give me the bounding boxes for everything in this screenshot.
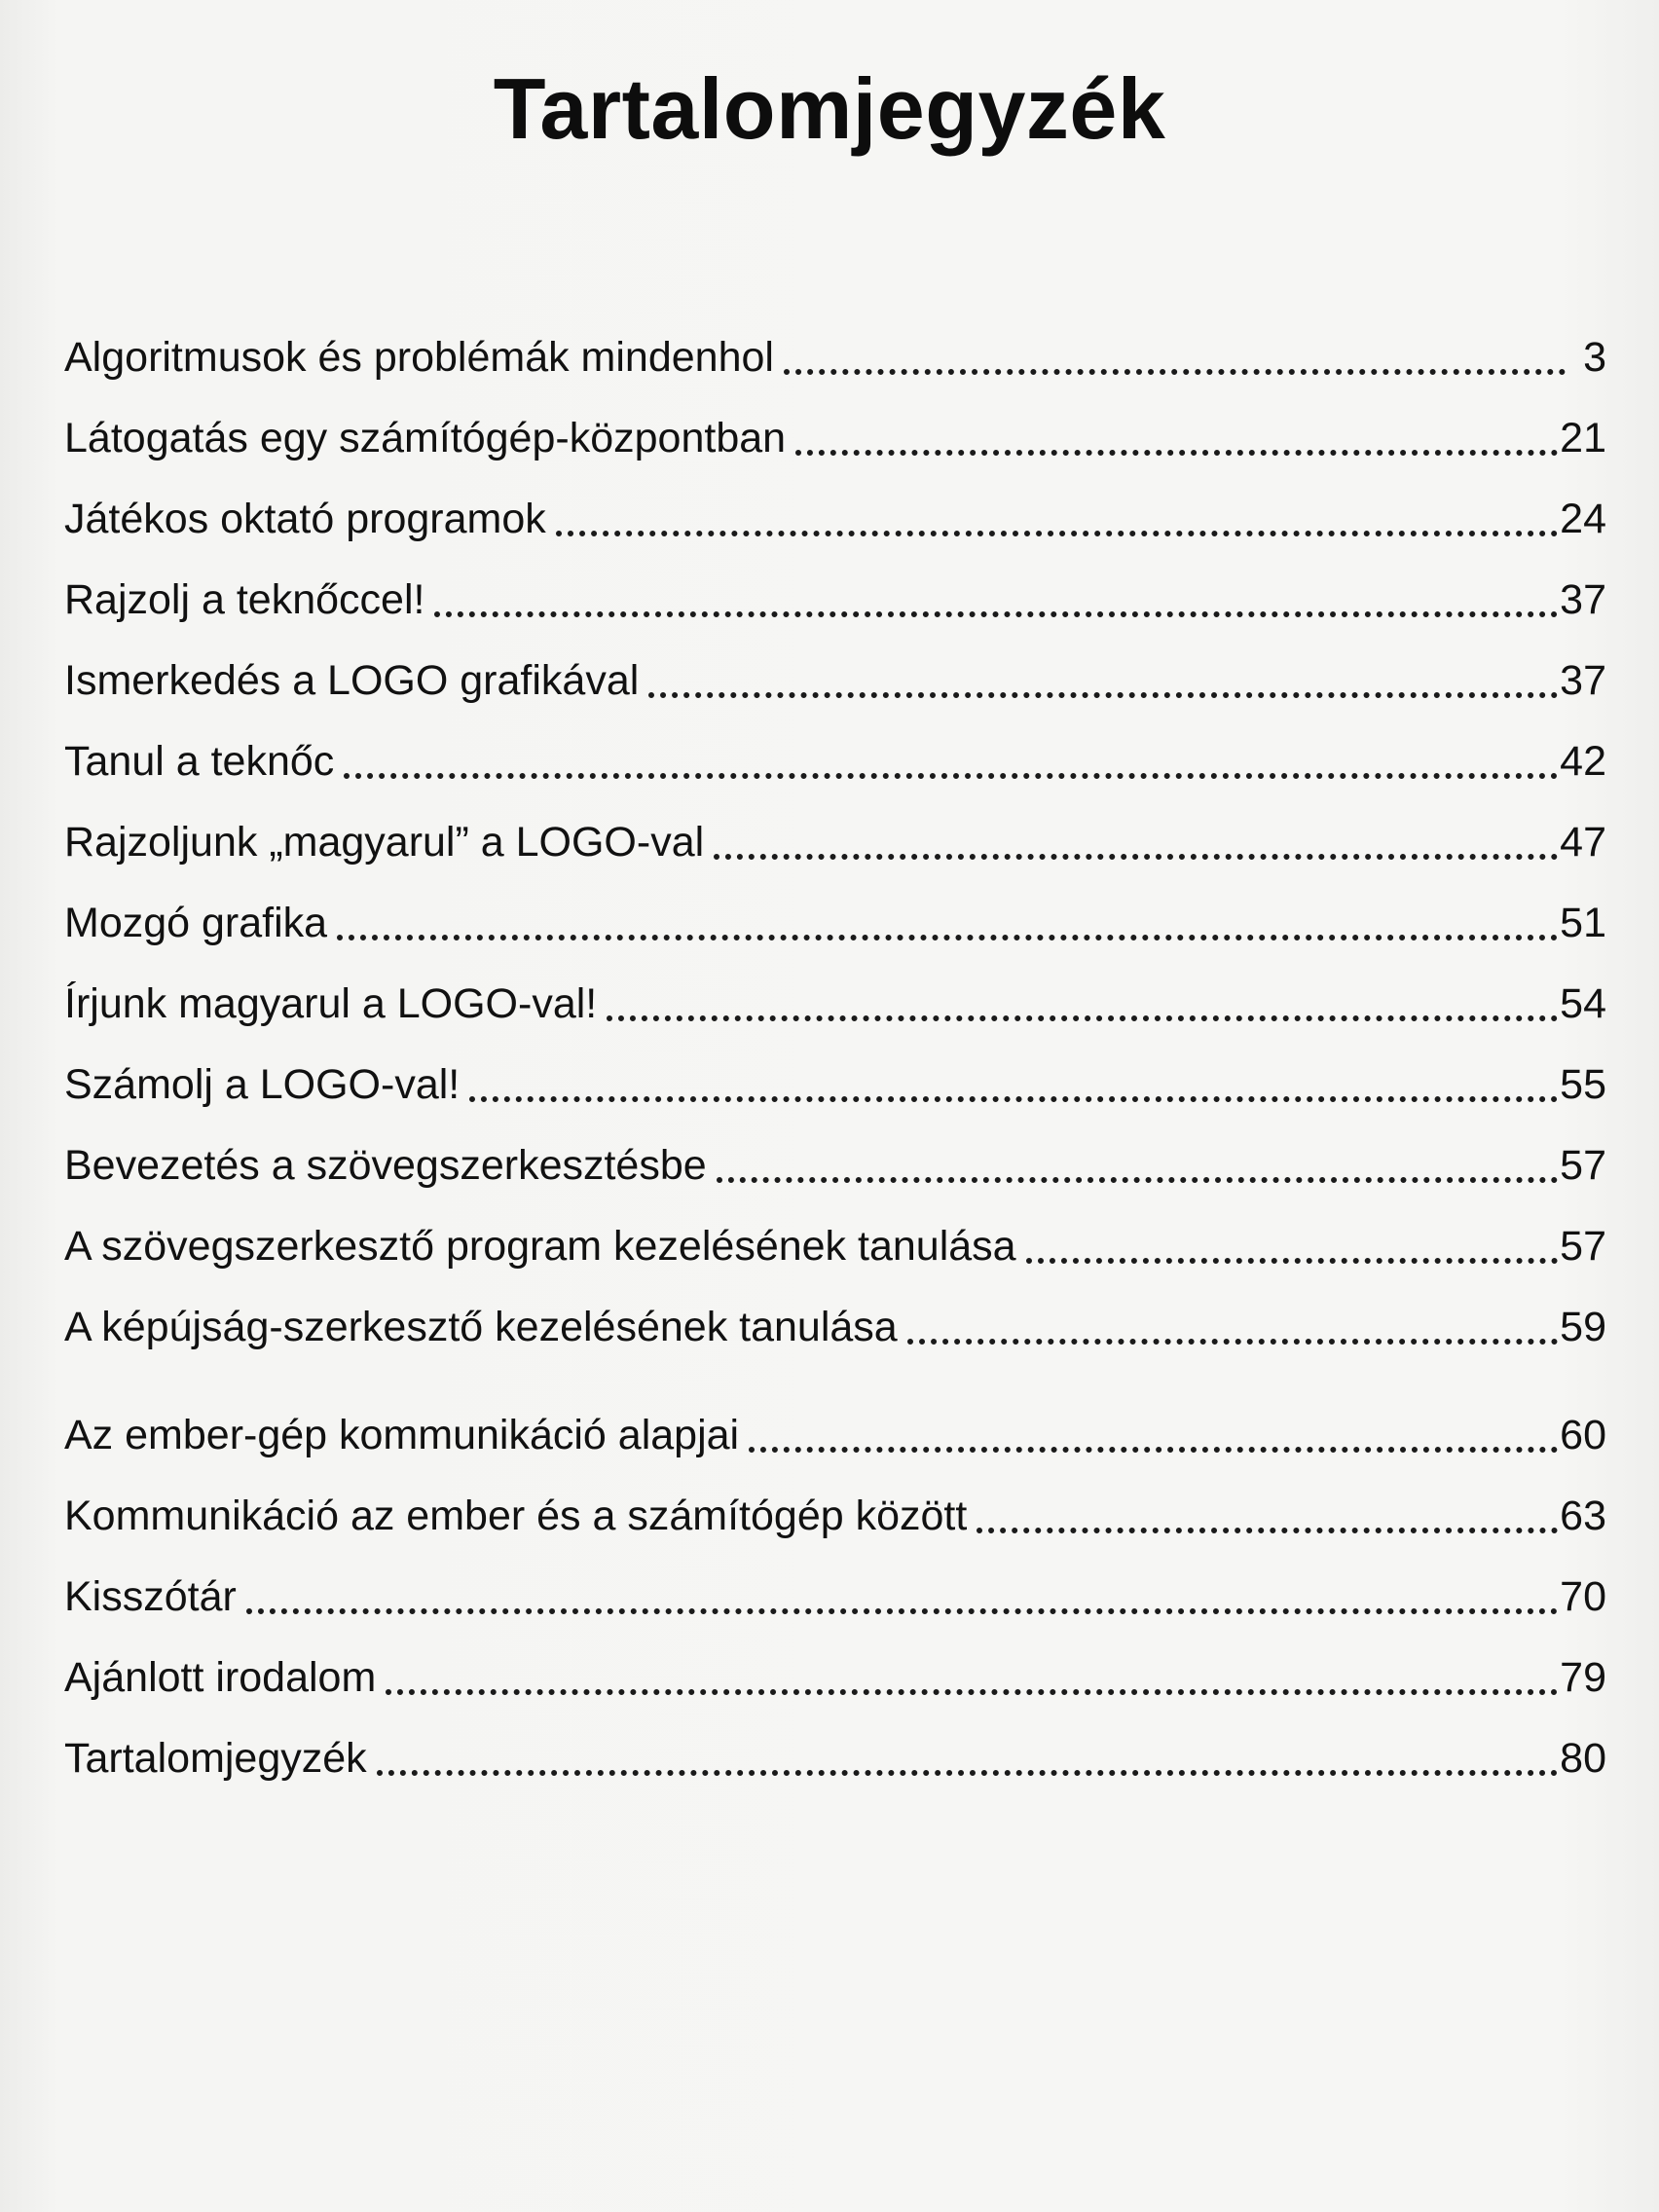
toc-entry [64, 560, 1606, 641]
dot-leader [1026, 1258, 1559, 1264]
toc-entry-label: Rajzolj a teknőccel! [64, 576, 425, 623]
toc-entry [64, 317, 1606, 398]
dot-leader [386, 1689, 1558, 1695]
toc-entry-label: A képújság-szerkesztő kezelésének tanulása [64, 1304, 898, 1350]
toc-entry-page: 37 [1560, 657, 1606, 704]
dot-leader [784, 369, 1566, 375]
toc-entry-page: 55 [1560, 1061, 1606, 1108]
toc-entry [64, 641, 1606, 721]
dot-leader [717, 1177, 1558, 1183]
dot-leader [714, 854, 1558, 860]
toc-entry-label: Ismerkedés a LOGO grafikával [64, 657, 640, 704]
toc-entry [64, 1045, 1606, 1125]
toc-entry-page: 24 [1560, 496, 1606, 542]
toc-entry [64, 1718, 1606, 1799]
toc-entry-label: Az ember-gép kommunikáció alapjai [64, 1412, 740, 1458]
toc-entry-page: 63 [1560, 1493, 1606, 1539]
toc-entry-label: Számolj a LOGO-val! [64, 1061, 461, 1108]
toc-entry [64, 883, 1606, 964]
dot-leader [246, 1608, 1558, 1614]
table-of-contents [64, 317, 1606, 1799]
toc-entry-page: 59 [1560, 1304, 1606, 1350]
toc-entry-page: 37 [1560, 576, 1606, 623]
toc-entry [64, 964, 1606, 1045]
toc-entry [64, 1125, 1606, 1206]
toc-entry [64, 1395, 1606, 1476]
dot-leader [556, 531, 1558, 536]
toc-entry-page: 47 [1560, 819, 1606, 866]
toc-entry-page: 3 [1583, 334, 1606, 381]
toc-entry [64, 802, 1606, 883]
toc-entry-label: Ajánlott irodalom [64, 1654, 377, 1701]
dot-leader [434, 611, 1558, 617]
toc-entry [64, 1287, 1606, 1368]
toc-entry-label: Kommunikáció az ember és a számítógép között [64, 1493, 968, 1539]
toc-entry-label: Tanul a teknőc [64, 738, 335, 785]
toc-entry-label: Írjunk magyarul a LOGO-val! [64, 980, 598, 1027]
toc-entry-page: 80 [1560, 1735, 1606, 1782]
toc-entry [64, 398, 1606, 479]
toc-entry-page: 57 [1560, 1142, 1606, 1189]
toc-entry-label: Rajzoljunk „magyarul” a LOGO-val [64, 819, 705, 866]
toc-entry-page: 21 [1560, 415, 1606, 461]
dot-leader [344, 773, 1558, 779]
toc-entry-label: Játékos oktató programok [64, 496, 546, 542]
dot-leader [377, 1770, 1558, 1776]
toc-entry [64, 721, 1606, 802]
toc-entry [64, 1476, 1606, 1557]
toc-entry-page: 54 [1560, 980, 1606, 1027]
toc-entry-page: 60 [1560, 1412, 1606, 1458]
toc-entry-label: A szövegszerkesztő program kezelésének tanulása [64, 1223, 1016, 1270]
toc-entry [64, 1557, 1606, 1638]
dot-leader [469, 1096, 1558, 1102]
dot-leader [337, 935, 1558, 940]
toc-entry-label: Kisszótár [64, 1573, 237, 1620]
toc-entry [64, 1206, 1606, 1287]
toc-entry-label: Bevezetés a szövegszerkesztésbe [64, 1142, 707, 1189]
toc-entry-label: Látogatás egy számítógép-központban [64, 415, 787, 461]
dot-leader [749, 1447, 1558, 1453]
toc-entry-label: Algoritmusok és problémák mindenhol [64, 334, 774, 381]
dot-leader [648, 692, 1558, 698]
toc-entry-label: Mozgó grafika [64, 900, 328, 946]
toc-entry-label: Tartalomjegyzék [64, 1735, 367, 1782]
toc-entry [64, 479, 1606, 560]
dot-leader [607, 1015, 1558, 1021]
dot-leader [907, 1339, 1558, 1345]
dot-leader [977, 1528, 1558, 1533]
toc-entry-page: 42 [1560, 738, 1606, 785]
toc-entry [64, 1638, 1606, 1718]
toc-entry-page: 70 [1560, 1573, 1606, 1620]
dot-leader [795, 450, 1558, 456]
toc-entry-page: 79 [1560, 1654, 1606, 1701]
toc-entry-page: 51 [1560, 900, 1606, 946]
page-title: Tartalomjegyzék [493, 60, 1166, 157]
toc-entry-page: 57 [1560, 1223, 1606, 1270]
